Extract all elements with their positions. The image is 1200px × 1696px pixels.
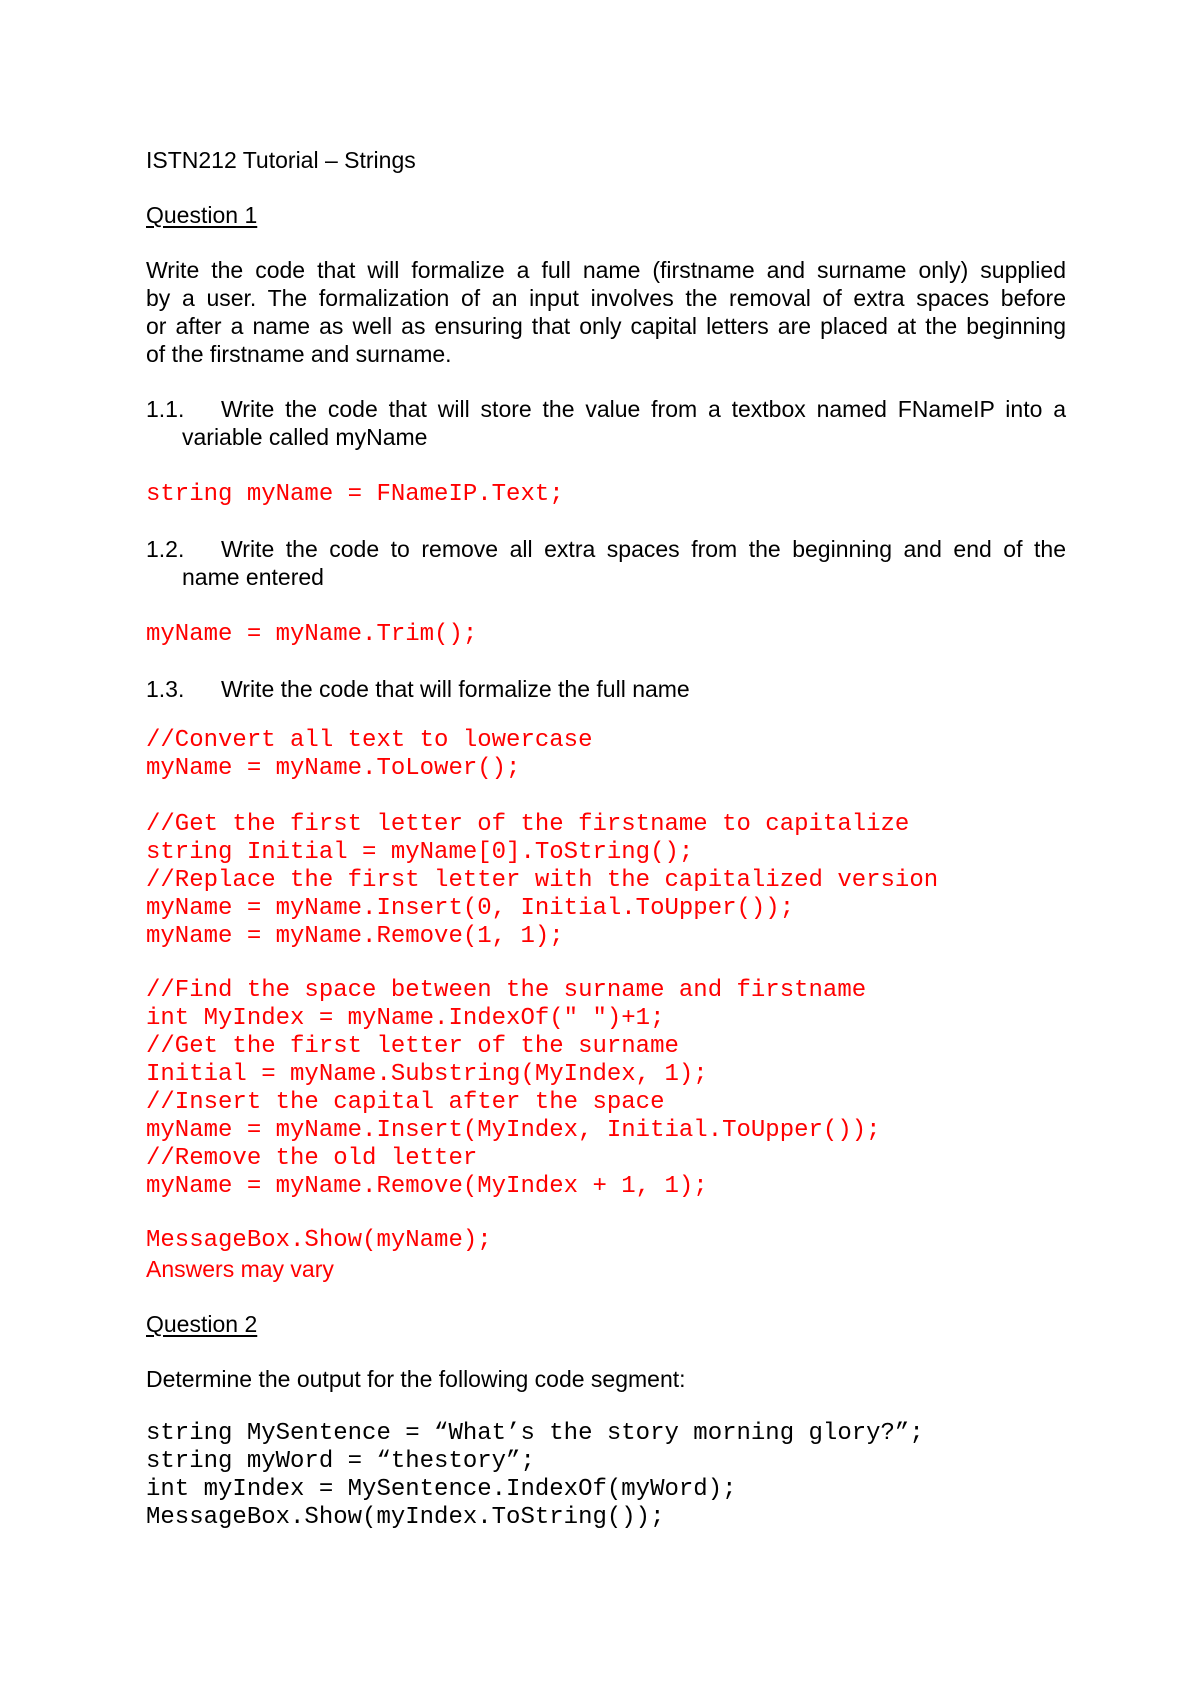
answer-code-block: [146, 811, 938, 951]
question-1-intro: [146, 256, 1066, 368]
answer-code: myName = myName.Trim();: [146, 621, 478, 648]
code-line: myName = myName.Insert(0, Initial.ToUpper());: [146, 895, 795, 922]
code-line: myName = myName.Remove(1, 1);: [146, 923, 564, 950]
code-line: //Insert the capital after the space: [146, 1089, 665, 1116]
answer-code: MessageBox.Show(myName);: [146, 1227, 492, 1254]
code-line: myName = myName.ToLower();: [146, 755, 521, 782]
question-1-heading: Question 1: [146, 202, 258, 228]
code-line: int myIndex = MySentence.IndexOf(myWord);: [146, 1476, 737, 1503]
intro-line: or after a name as well as ensuring that only capital letters are placed at the beginning: [146, 313, 1066, 339]
code-line: //Replace the first letter with the capitalized version: [146, 867, 939, 894]
item-text-line: variable called myName: [182, 424, 428, 450]
intro-line: Write the code that will formalize a full name (firstname and surname only) supplied: [146, 257, 1066, 283]
code-line: //Get the first letter of the surname: [146, 1033, 679, 1060]
code-line: //Find the space between the surname and firstname: [146, 977, 867, 1004]
answer-note: Answers may vary: [146, 1256, 334, 1282]
answer-code: string myName = FNameIP.Text;: [146, 481, 564, 508]
item-1-2-text: [221, 535, 1066, 563]
code-line: //Get the first letter of the firstname to capitalize: [146, 811, 910, 838]
code-line: MessageBox.Show(myIndex.ToString());: [146, 1504, 665, 1531]
item-text-line: Write the code that will formalize the full name: [221, 676, 690, 702]
item-number-1-3: 1.3.: [146, 676, 185, 702]
code-line: //Convert all text to lowercase: [146, 727, 593, 754]
code-line: int MyIndex = myName.IndexOf(" ")+1;: [146, 1005, 665, 1032]
intro-line: by a user. The formalization of an input involves the removal of extra spaces before: [146, 285, 1066, 311]
item-text-line: Write the code to remove all extra spaces from the beginning and end of the: [221, 536, 1066, 562]
question-2-heading: Question 2: [146, 1311, 258, 1337]
item-text-line: Write the code that will store the value from a textbox named FNameIP into a: [221, 396, 1066, 422]
item-number-1-1: 1.1.: [146, 396, 185, 422]
item-1-1-text: [221, 395, 1066, 423]
code-line: myName = myName.Insert(MyIndex, Initial.ToUpper());: [146, 1117, 881, 1144]
answer-code-block: [146, 977, 881, 1201]
question-code-block: [146, 1420, 924, 1532]
item-text-line: name entered: [182, 564, 324, 590]
code-line: string MySentence = “What’s the story morning glory?”;: [146, 1420, 924, 1447]
answer-code-block: [146, 727, 592, 783]
code-line: string myWord = “thestory”;: [146, 1448, 535, 1475]
code-line: myName = myName.Remove(MyIndex + 1, 1);: [146, 1173, 708, 1200]
question-2-intro: Determine the output for the following code segment:: [146, 1366, 686, 1392]
item-number-1-2: 1.2.: [146, 536, 185, 562]
code-line: string Initial = myName[0].ToString();: [146, 839, 694, 866]
code-line: //Remove the old letter: [146, 1145, 478, 1172]
document-title: ISTN212 Tutorial – Strings: [146, 147, 416, 173]
intro-line: of the firstname and surname.: [146, 341, 452, 367]
code-line: Initial = myName.Substring(MyIndex, 1);: [146, 1061, 708, 1088]
